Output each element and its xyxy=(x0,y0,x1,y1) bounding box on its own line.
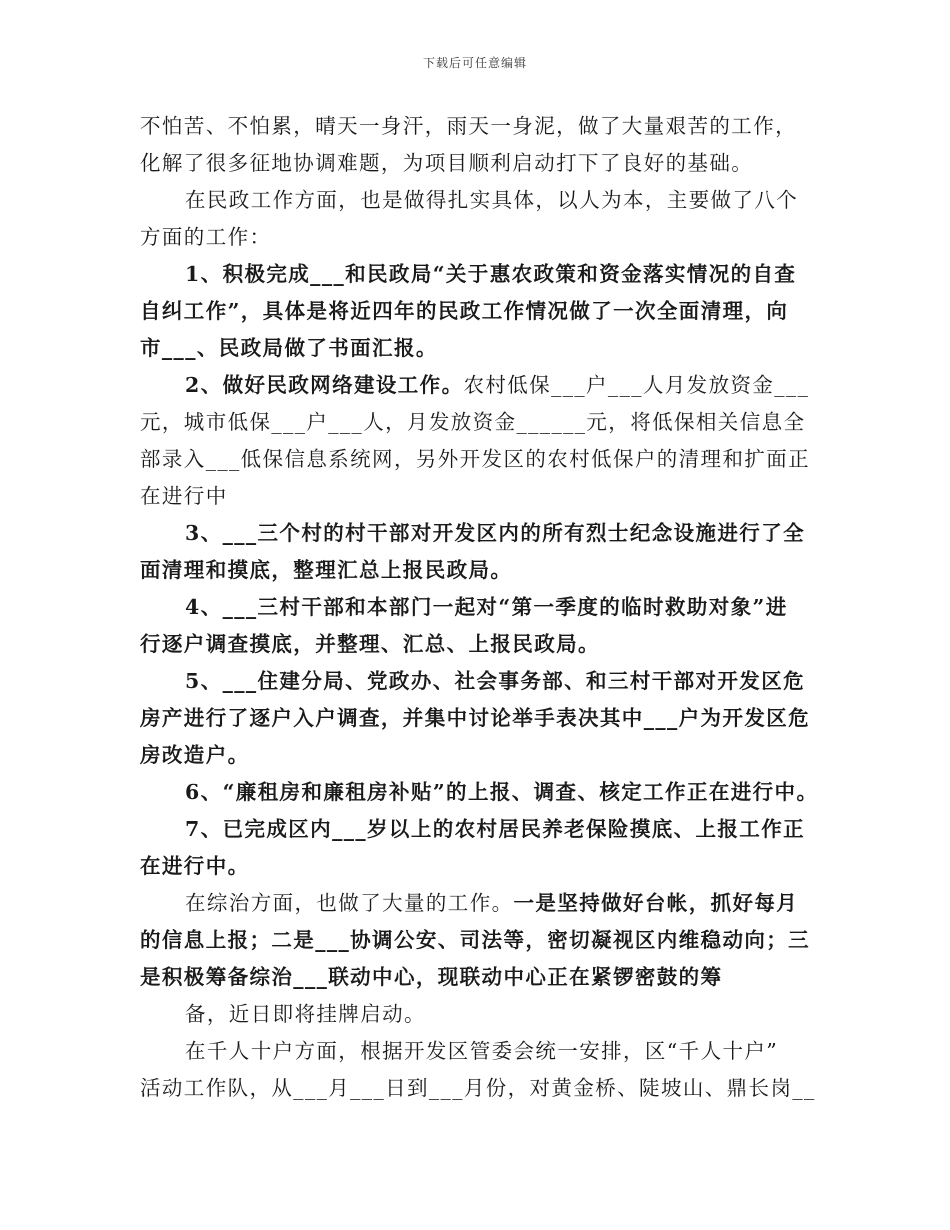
text-line xyxy=(140,589,820,626)
text-line xyxy=(140,330,820,367)
text-run: 部录入___低保信息系统网，另外开发区的农村低保户的清理和扩面正 xyxy=(140,447,811,471)
text-line xyxy=(140,811,820,848)
text-line xyxy=(140,737,820,774)
text-line xyxy=(140,663,820,700)
text-line xyxy=(140,219,820,256)
bold-text-run: 1、积极完成___和民政局“关于惠农政策和资金落实情况的自查 xyxy=(185,262,797,286)
bold-text-run: 在进行中。 xyxy=(140,854,250,878)
bold-text-run: 5、___住建分局、党政办、社会事务部、和三村干部对开发区危 xyxy=(185,669,806,693)
page-header: 下载后可任意编辑 xyxy=(422,56,527,70)
document-body xyxy=(140,108,820,1107)
text-line xyxy=(140,700,820,737)
bold-text-run: 7、已完成区内___岁以上的农村居民养老保险摸底、上报工作正 xyxy=(185,817,806,841)
bold-text-run: 行逐户调查摸底，并整理、汇总、上报民政局。 xyxy=(140,632,600,656)
bold-text-run: 房产进行了逐户入户调查，并集中讨论举手表决其中___户为开发区危 xyxy=(140,706,811,730)
text-line xyxy=(140,367,820,404)
text-line xyxy=(140,774,820,811)
bold-text-run: 一是坚持做好台帐，抓好每月 xyxy=(513,891,799,915)
text-run: 化解了很多征地协调难题，为项目顺利启动打下了良好的基础。 xyxy=(140,151,754,175)
text-line xyxy=(140,256,820,293)
bold-text-run: 4、___三村干部和本部门一起对“第一季度的临时救助对象”进 xyxy=(185,595,788,619)
text-run: 备，近日即将挂牌启动。 xyxy=(185,1002,426,1026)
text-line xyxy=(140,1033,820,1070)
text-run: 不怕苦、不怕累，晴天一身汗，雨天一身泥，做了大量艰苦的工作， xyxy=(140,114,797,138)
bold-text-run: 3、___三个村的村干部对开发区内的所有烈士纪念设施进行了全 xyxy=(185,521,806,545)
bold-text-run: 自纠工作”，具体是将近四年的民政工作情况做了一次全面清理，向 xyxy=(140,299,789,323)
text-line xyxy=(140,1070,820,1107)
text-line xyxy=(140,108,820,145)
text-line xyxy=(140,145,820,182)
text-line xyxy=(140,552,820,589)
text-line xyxy=(140,885,820,922)
text-line xyxy=(140,848,820,885)
text-line xyxy=(140,626,820,663)
bold-text-run: 6、“廉租房和廉租房补贴”的上报、调查、核定工作正在进行中。 xyxy=(185,780,819,804)
text-line xyxy=(140,182,820,219)
bold-text-run: 是积极筹备综治___联动中心，现联动中心正在紧锣密鼓的筹 xyxy=(140,965,723,989)
bold-text-run: 面清理和摸底，整理汇总上报民政局。 xyxy=(140,558,513,582)
text-line xyxy=(140,922,820,959)
text-line xyxy=(140,996,820,1033)
text-run: 在民政工作方面，也是做得扎实具体，以人为本，主要做了八个 xyxy=(185,188,799,212)
text-run: 农村低保___户___人月发放资金___ xyxy=(463,373,810,397)
text-run: 方面的工作： xyxy=(140,225,272,249)
text-run: 在千人十户方面，根据开发区管委会统一安排，区“千人十户” xyxy=(185,1039,779,1063)
text-line xyxy=(140,515,820,552)
text-run: 在综治方面，也做了大量的工作。 xyxy=(185,891,514,915)
text-line xyxy=(140,404,820,441)
text-line xyxy=(140,293,820,330)
text-line xyxy=(140,478,820,515)
bold-text-run: 2、做好民政网络建设工作。 xyxy=(185,373,464,397)
bold-text-run: 房改造户。 xyxy=(140,743,250,767)
text-run: 元，城市低保___户___人，月发放资金______元，将低保相关信息全 xyxy=(140,410,806,434)
bold-text-run: 市___、民政局做了书面汇报。 xyxy=(140,336,438,360)
text-run: 在进行中 xyxy=(140,484,228,508)
text-line xyxy=(140,441,820,478)
bold-text-run: 的信息上报；二是___协调公安、司法等，密切凝视区内维稳动向；三 xyxy=(140,928,811,952)
text-line xyxy=(140,959,820,996)
text-run: 活动工作队，从___月___日到___月份，对黄金桥、陡坡山、鼎长岗__ xyxy=(140,1076,816,1100)
